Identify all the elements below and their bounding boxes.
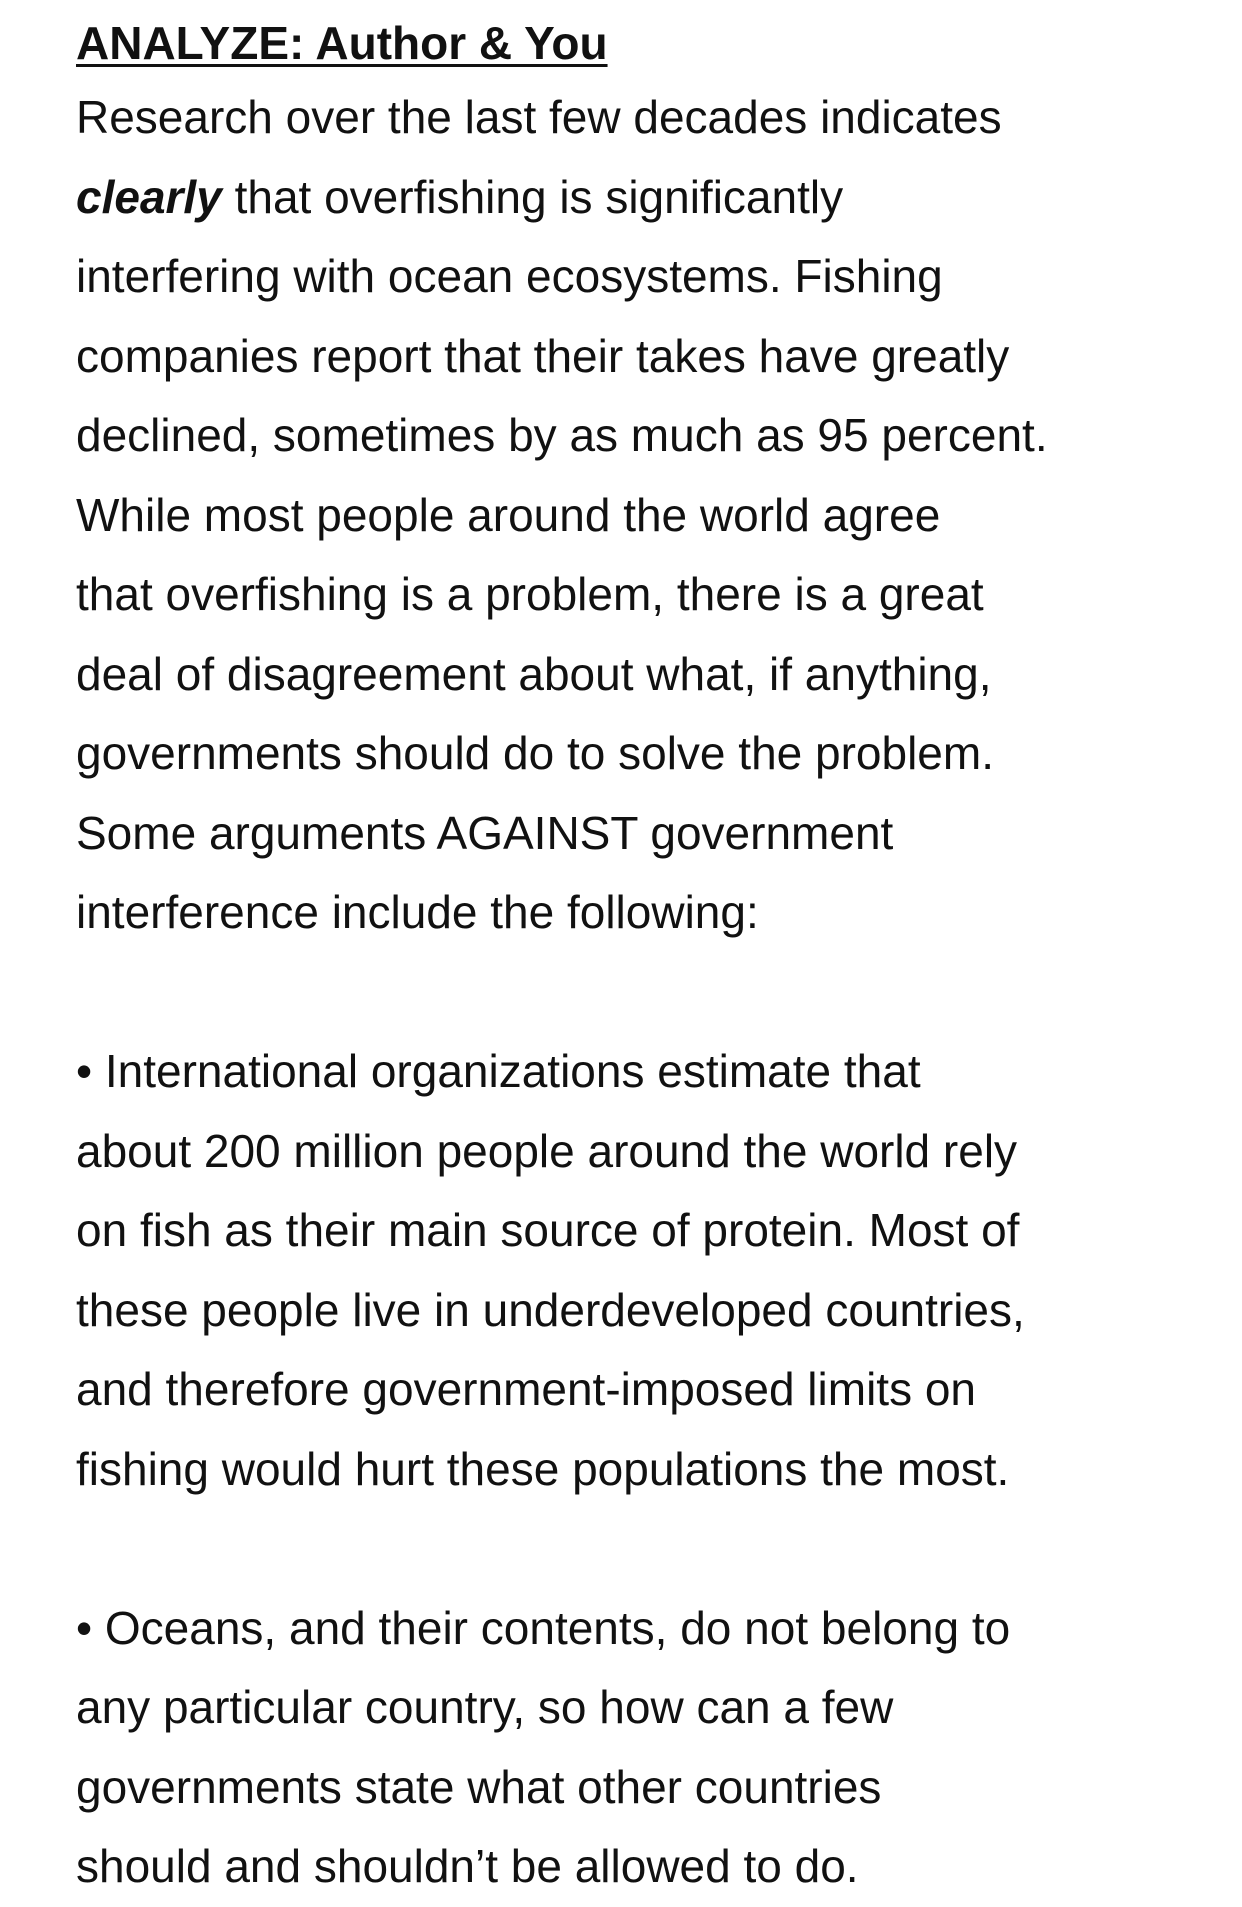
bullet-item-1 (76, 1032, 1206, 1509)
bullet-marker: • (76, 1045, 93, 1097)
section-heading: ANALYZE: Author & You (76, 17, 608, 69)
intro-paragraph (76, 78, 1206, 953)
bullet-line: on fish as their main source of protein. Most of (76, 1204, 1020, 1256)
bullet-line: fishing would hurt these populations the most. (76, 1442, 1010, 1495)
bullet-line (76, 1589, 1206, 1669)
intro-line: Some arguments AGAINST government (76, 806, 894, 859)
bullet-line: governments state what other countries (76, 1760, 882, 1813)
intro-line: While most people around the world agree (76, 488, 941, 541)
emphasized-word: clearly (76, 170, 222, 223)
bullet-text: Oceans, and their contents, do not belong to (92, 1601, 1011, 1654)
intro-line: that overfishing is a problem, there is a great (76, 568, 984, 620)
bullet-item-2 (76, 1589, 1206, 1907)
document-body (76, 8, 1206, 1907)
intro-line (76, 158, 1206, 238)
intro-line: Research over the last few decades indicates (76, 91, 1002, 143)
bullet-text: International organizations estimate that (92, 1045, 921, 1097)
paragraph-spacer (76, 953, 1206, 1033)
intro-line: deal of disagreement about what, if anything, (76, 647, 992, 700)
intro-line: interference include the following: (76, 886, 759, 938)
bullet-line (76, 1032, 1206, 1112)
bullet-line: these people live in underdeveloped countries, (76, 1283, 1025, 1336)
bullet-line: about 200 million people around the world rely (76, 1124, 1018, 1177)
paragraph-spacer (76, 1509, 1206, 1589)
intro-line: interfering with ocean ecosystems. Fishing (76, 250, 943, 302)
intro-line-rest: that overfishing is significantly (221, 170, 844, 223)
bullet-line: any particular country, so how can a few (76, 1681, 894, 1733)
intro-line: declined, sometimes by as much as 95 percent. (76, 409, 1048, 461)
bullet-marker: • (76, 1601, 93, 1654)
bullet-line: should and shouldn’t be allowed to do. (76, 1840, 859, 1892)
intro-line: governments should do to solve the problem. (76, 727, 994, 779)
intro-line: companies report that their takes have greatly (76, 329, 1010, 382)
bullet-line: and therefore government-imposed limits on (76, 1363, 977, 1415)
